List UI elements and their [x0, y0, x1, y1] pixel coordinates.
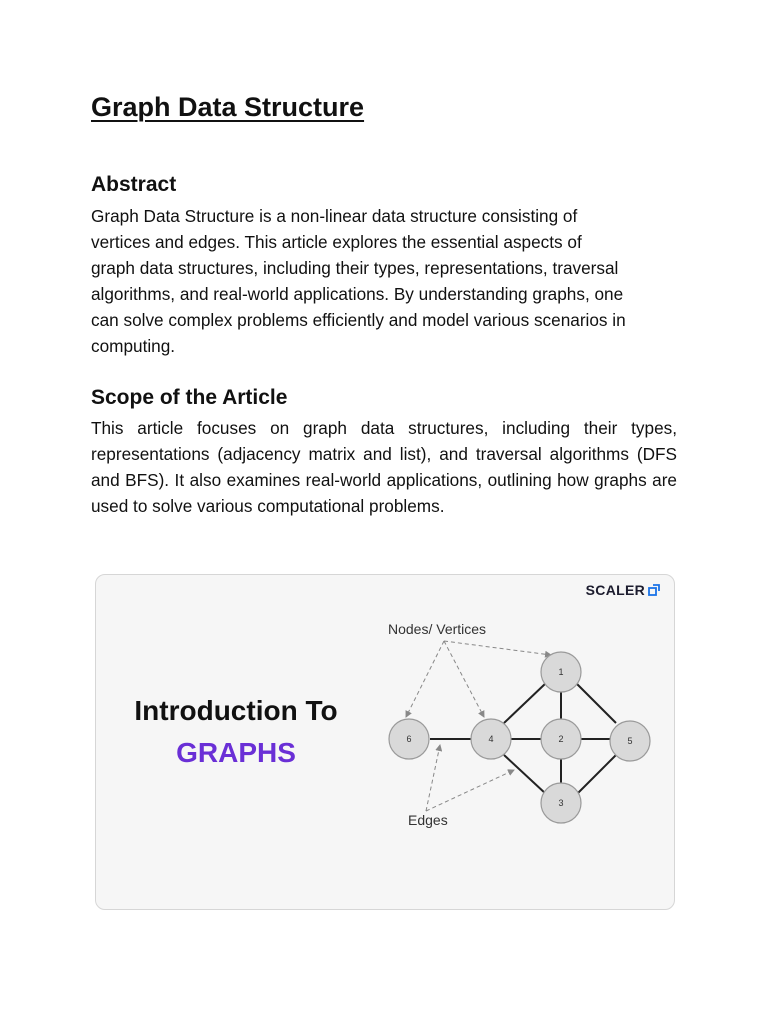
abstract-heading: Abstract [91, 173, 177, 196]
graphs-heading: GRAPHS [176, 737, 296, 768]
node-label-2: 2 [558, 734, 564, 744]
nodes-arrow [406, 641, 444, 717]
edge-3-5 [576, 755, 616, 795]
edges-label: Edges [408, 812, 448, 828]
scope-heading: Scope of the Article [91, 386, 288, 409]
abstract-line: vertices and edges. This article explores the essential aspects of [91, 232, 582, 252]
edge-4-1 [504, 683, 546, 723]
node-label-3: 3 [558, 798, 564, 808]
node-labels [406, 667, 632, 808]
node-label-1: 1 [558, 667, 564, 677]
nodes-arrow [444, 641, 551, 655]
edge-4-3 [504, 755, 546, 794]
abstract-paragraph [91, 203, 677, 359]
abstract-line: algorithms, and real-world applications. By understanding graphs, one [91, 284, 624, 304]
abstract-line: can solve complex problems efficiently and model various scenarios in [91, 310, 626, 330]
graph-diagram [96, 575, 675, 910]
edges-arrow [426, 745, 440, 811]
brand-text: SCALER [585, 582, 645, 598]
document-title: Graph Data Structure [91, 92, 365, 122]
intro-heading: Introduction To [134, 695, 338, 726]
scope-paragraph: This article focuses on graph data structures, including their types, representations (adjacency matrix and list), and traversal algorithms (DFS and BFS). It also examines real-world applications, outlining how graphs are used to solve various computational problems. [91, 418, 677, 516]
node-label-5: 5 [627, 736, 633, 746]
edge-1-5 [576, 683, 616, 723]
edges-arrow [426, 770, 514, 811]
node-label-6: 6 [406, 734, 412, 744]
node-label-4: 4 [488, 734, 494, 744]
nodes-vertices-label: Nodes/ Vertices [388, 621, 487, 637]
graph-nodes [389, 652, 650, 823]
abstract-line: Graph Data Structure is a non-linear data structure consisting of [91, 206, 578, 226]
nodes-arrow [444, 641, 484, 717]
abstract-line: computing. [91, 336, 176, 356]
graph-intro-figure [95, 574, 675, 910]
abstract-line: graph data structures, including their types, representations, traversal [91, 258, 619, 278]
graph-edges [430, 683, 616, 795]
